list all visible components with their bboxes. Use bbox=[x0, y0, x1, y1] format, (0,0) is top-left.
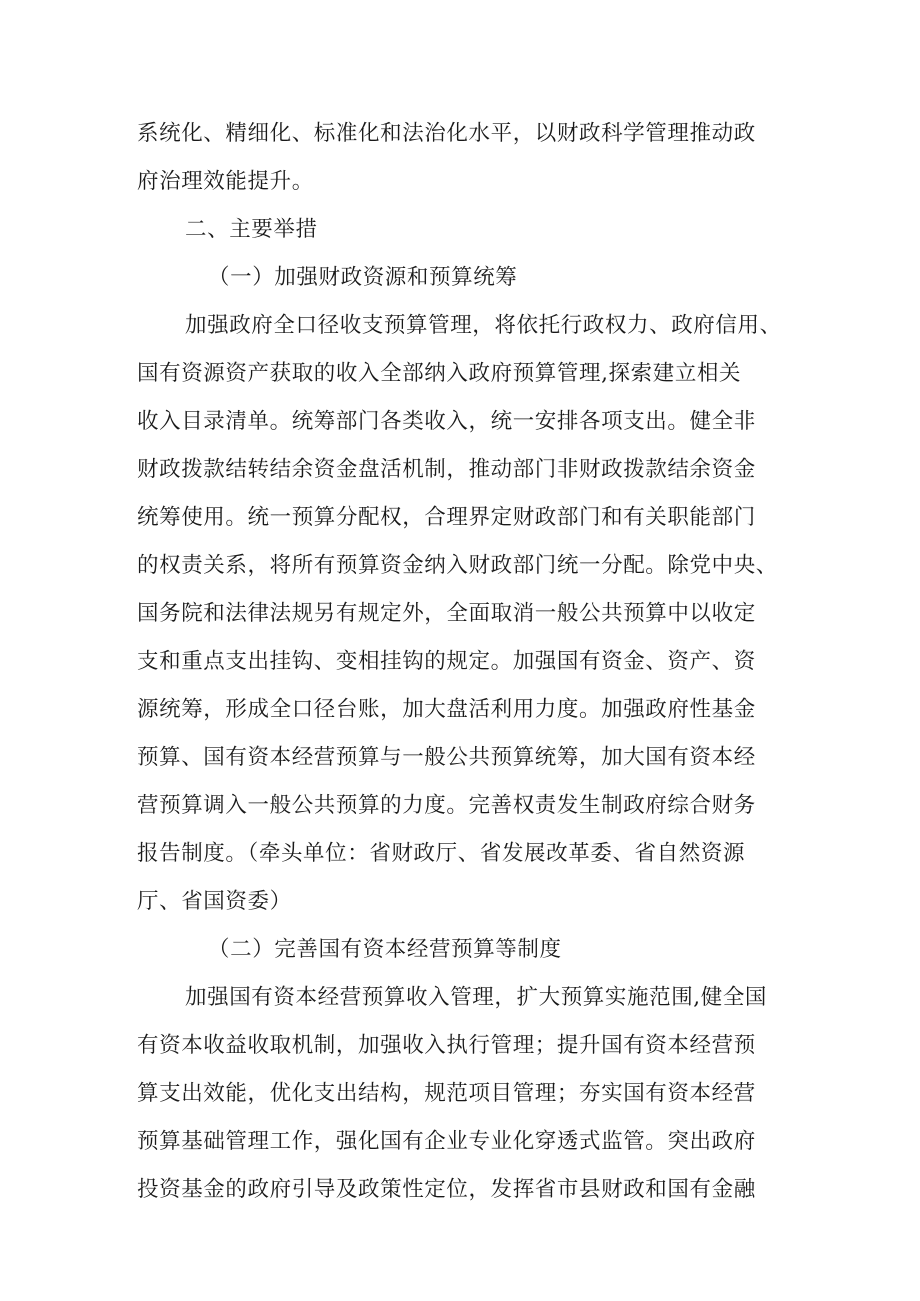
paragraph-line: 预算、国有资本经营预算与一般公共预算统筹，加大国有资本经 bbox=[137, 745, 756, 770]
paragraph-line: 报告制度。（牵头单位：省财政厅、省发展改革委、省自然资源 bbox=[137, 841, 746, 866]
paragraph-line: 投资基金的政府引导及政策性定位，发挥省市县财政和国有金融 bbox=[137, 1177, 756, 1202]
paragraph-line: 加强国有资本经营预算收入管理，扩大预算实施范围,健全国 bbox=[185, 985, 768, 1010]
paragraph-line: 营预算调入一般公共预算的力度。完善权责发生制政府综合财务 bbox=[137, 793, 756, 818]
paragraph-line: 财政拨款结转结余资金盘活机制，推动部门非财政拨款结余资金 bbox=[137, 457, 756, 482]
paragraph-line: 有资本收益收取机制，加强收入执行管理；提升国有资本经营预 bbox=[137, 1033, 756, 1058]
paragraph-line: 国务院和法律法规另有规定外，全面取消一般公共预算中以收定 bbox=[137, 601, 756, 626]
paragraph-line: 加强政府全口径收支预算管理，将依托行政权力、政府信用、 bbox=[185, 313, 782, 338]
paragraph-line: 算支出效能，优化支出结构，规范项目管理；夯实国有资本经营 bbox=[137, 1081, 756, 1106]
section-heading: 二、主要举措 bbox=[185, 217, 318, 242]
paragraph-line: 收入目录清单。统筹部门各类收入，统一安排各项支出。健全非 bbox=[137, 409, 756, 434]
paragraph-line: 源统筹，形成全口径台账，加大盘活利用力度。加强政府性基金 bbox=[137, 697, 756, 722]
paragraph-line: 的权责关系，将所有预算资金纳入财政部门统一分配。除党中央、 bbox=[137, 553, 778, 578]
paragraph-line: 统筹使用。统一预算分配权，合理界定财政部门和有关职能部门 bbox=[137, 505, 756, 530]
paragraph-line: 府治理效能提升。 bbox=[137, 169, 314, 194]
subsection-heading: （二）完善国有资本经营预算等制度 bbox=[208, 937, 562, 962]
paragraph-line: 国有资源资产获取的收入全部纳入政府预算管理,探索建立相关 bbox=[137, 361, 742, 386]
paragraph-line: 系统化、精细化、标准化和法治化水平，以财政科学管理推动政 bbox=[137, 121, 756, 146]
paragraph-line: 支和重点支出挂钩、变相挂钩的规定。加强国有资金、资产、资 bbox=[137, 649, 756, 674]
paragraph-line: 预算基础管理工作，强化国有企业专业化穿透式监管。突出政府 bbox=[137, 1129, 756, 1154]
paragraph-line: 厅、省国资委） bbox=[137, 889, 292, 914]
subsection-heading: （一）加强财政资源和预算统筹 bbox=[208, 265, 518, 290]
